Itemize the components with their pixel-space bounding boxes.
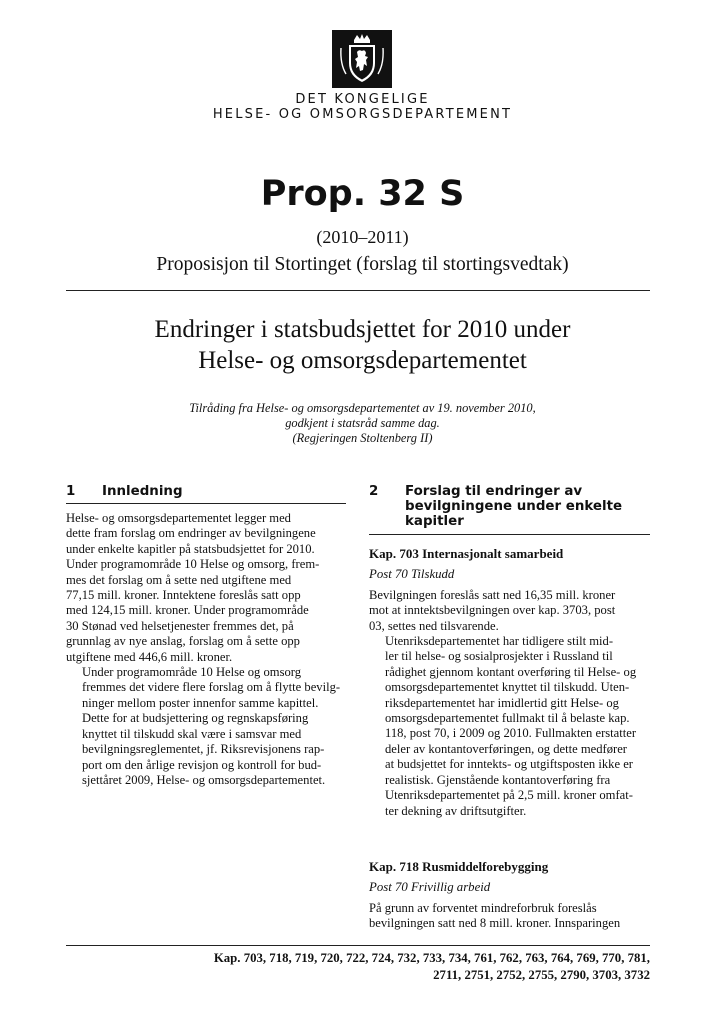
text-line: På grunn av forventet mindreforbruk foreslås <box>369 900 597 915</box>
text-line: omsorgsdepartementet knyttet til tilskudd. Uten- <box>385 680 630 695</box>
footer-line: 2711, 2751, 2752, 2755, 2790, 3703, 3732 <box>433 967 650 982</box>
text-line: port om den årlige revisjon og kontroll for bud- <box>82 757 322 772</box>
section-1-underline <box>66 503 346 504</box>
text-line: at budsjettet for inntekts- og utgiftsposten ikke er <box>385 757 633 772</box>
text-line: 03, settes ned tilsvarende. <box>369 618 499 633</box>
chapter-list-footer <box>66 950 650 983</box>
recommendation-line: (Regjeringen Stoltenberg II) <box>292 431 433 445</box>
kap-703-heading: Kap. 703 Internasjonalt samarbeid <box>369 546 564 561</box>
proposition-number: Prop. 32 S <box>260 174 465 214</box>
section-title-line: Forslag til endringer av <box>405 484 583 499</box>
text-line: bevilgningen satt ned 8 mill. kroner. Innsparingen <box>369 916 621 931</box>
text-line: ninger mellom poster innenfor samme kapittel. <box>82 695 319 710</box>
text-line: 77,15 mill. kroner. Inntektene foreslås satt opp <box>66 588 301 603</box>
footer-line: Kap. 703, 718, 719, 720, 722, 724, 732, 733, 734, 761, 762, 763, 764, 769, 770, 781, <box>213 951 650 965</box>
title-divider <box>66 290 650 291</box>
text-line: grunnlag av nye anslag, forslag om å sette opp <box>66 634 300 649</box>
text-line: under enkelte kapitler på statsbudsjettet for 2010. <box>66 541 315 556</box>
text-line: mes det forslag om å sette ned utgiftene med <box>66 572 292 587</box>
section-title-line: kapitler <box>405 514 464 529</box>
text-line: dette fram forslag om endringer av bevilgningene <box>66 526 316 541</box>
paragraph <box>66 511 346 665</box>
document-title <box>60 314 665 376</box>
paragraph <box>66 665 346 788</box>
department-name-line2: HELSE- OG OMSORGSDEPARTEMENT <box>212 107 513 122</box>
section-1-heading <box>66 484 346 500</box>
text-line: sjettåret 2009, Helse- og omsorgsdepartementet. <box>82 772 326 787</box>
section-title <box>405 484 622 529</box>
document-title-line: Endringer i statsbudsjettet for 2010 under <box>154 316 571 343</box>
department-name-line1: DET KONGELIGE <box>295 92 430 107</box>
text-line: riksdepartementet har imidlertid gitt Helse- og <box>385 695 619 710</box>
text-line: Under programområde 10 Helse og omsorg <box>82 665 302 680</box>
paragraph <box>369 901 650 932</box>
section-title: Innledning <box>102 484 183 499</box>
text-line: Utenriksdepartementet har tidligere stilt mid- <box>385 634 614 649</box>
document-type: Proposisjon til Stortinget (forslag til stortingsvedtak) <box>156 254 569 275</box>
kap-703-block <box>369 546 650 819</box>
section-number: 1 <box>66 484 76 499</box>
text-line: Utenriksdepartementet på 2,5 mill. kroner omfat- <box>385 788 633 803</box>
text-line: med 124,15 mill. kroner. Under programområde <box>66 603 309 618</box>
footer-divider <box>66 945 650 946</box>
session-years: (2010–2011) <box>316 227 409 247</box>
text-line: utgiftene med 446,6 mill. kroner. <box>66 649 233 664</box>
text-line: fremmes det videre flere forslag om å flytte bevilg- <box>82 680 341 695</box>
paragraph <box>369 634 650 819</box>
kap-718-block <box>369 859 650 932</box>
recommendation-line: Tilråding fra Helse- og omsorgsdepartementet av 19. november 2010, <box>189 401 536 415</box>
section-1-body <box>66 511 346 788</box>
text-line: rådighet gjennom kontant overføring til Helse- og <box>385 664 637 679</box>
text-line: realistisk. Gjenstående kontantoverføring fra <box>385 772 611 787</box>
text-line: mot at inntektsbevilgningen over kap. 3703, post <box>369 603 616 618</box>
kap-718-heading: Kap. 718 Rusmiddelforebygging <box>369 859 549 874</box>
section-number: 2 <box>369 484 379 499</box>
coat-of-arms-logo <box>332 30 392 88</box>
text-line: ter dekning av driftsutgifter. <box>385 803 527 818</box>
text-line: ler til helse- og sosialprosjekter i Russland til <box>385 649 613 664</box>
kap-718-post: Post 70 Frivillig arbeid <box>369 880 491 895</box>
crest-icon <box>332 30 392 88</box>
section-title-line: bevilgningene under enkelte <box>405 499 623 514</box>
kap-703-post: Post 70 Tilskudd <box>369 567 455 582</box>
text-line: deler av kontantoverføringen, og dette medfører <box>385 741 627 756</box>
recommendation-note <box>60 401 665 446</box>
text-line: Dette for at budsjettering og regnskapsføring <box>82 711 309 726</box>
text-line: knyttet til tilskudd skal være i samsvar med <box>82 726 302 741</box>
section-2-underline <box>369 534 650 535</box>
text-line: bevilgningsreglementet, jf. Riksrevisjonens rap- <box>82 742 325 757</box>
section-2-heading <box>369 484 650 532</box>
recommendation-line: godkjent i statsråd samme dag. <box>285 416 440 430</box>
text-line: Under programområde 10 Helse og omsorg, frem- <box>66 557 320 572</box>
text-line: omsorgsdepartementet fullmakt til å belaste kap. <box>385 711 630 726</box>
text-line: Helse- og omsorgsdepartementet legger med <box>66 511 291 525</box>
paragraph <box>369 588 650 634</box>
text-line: 118, post 70, i 2009 og 2010. Fullmakten erstatter <box>385 726 637 741</box>
document-title-line: Helse- og omsorgsdepartementet <box>198 347 527 374</box>
text-line: 30 Stønad ved helsetjenester fremmes det, på <box>66 618 294 633</box>
text-line: Bevilgningen foreslås satt ned 16,35 mill. kroner <box>369 587 616 602</box>
